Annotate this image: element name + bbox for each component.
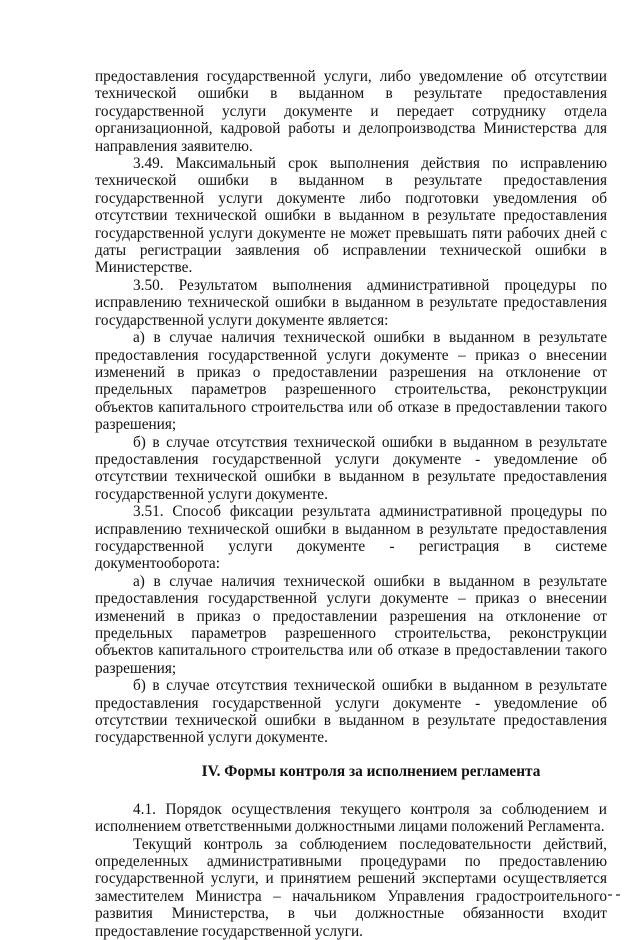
paragraph-3-50: 3.50. Результатом выполнения административной процедуры по исправлению технической ошибки в выданном в результате предоставления государственной услуги документе является: bbox=[95, 276, 607, 329]
document-page bbox=[95, 68, 607, 940]
corner-dash bbox=[616, 894, 620, 896]
paragraph-3-51: 3.51. Способ фиксации результата административной процедуры по исправлению технической ошибки в выданном в результате предоставления государственной услуги документе - регистрация в системе документооборота: bbox=[95, 503, 607, 573]
paragraph-4-1-current: Текущий контроль за соблюдением последовательности действий, определенных административными процедурами по предоставлению государственной услуги, и принятием решений экспертами осуществляется заместителем Министра – начальником Управления градостроительного развития Министерства, в чьи должностные обязанности входит предоставление государственной услуги. bbox=[95, 835, 607, 940]
corner-dash bbox=[608, 894, 612, 896]
paragraphs-before bbox=[95, 68, 607, 747]
paragraph-3-51-a: а) в случае наличия технической ошибки в выданном в результате предоставления государственной услуги документе – приказ о внесении изменений в приказ о предоставлении разрешения на отклонение от предельных параметров разрешенного строительства, реконструкции объектов капитального строительства или об отказе в предоставлении такого разрешения; bbox=[95, 572, 607, 677]
paragraph-3-49: 3.49. Максимальный срок выполнения действия по исправлению технической ошибки в выданном в результате предоставления государственной услуги документе либо подготовки уведомления об отсутствии технической ошибки в выданном в результате предоставления государственной услуги документе не может превышать пяти рабочих дней с даты регистрации заявления об исправлении технической ошибки в Министерстве. bbox=[95, 155, 607, 277]
section-heading: IV. Формы контроля за исполнением регламента bbox=[201, 762, 541, 780]
page-corner-mark bbox=[608, 894, 626, 896]
paragraph-3-50-a: а) в случае наличия технической ошибки в выданном в результате предоставления государственной услуги документе – приказ о внесении изменений в приказ о предоставлении разрешения на отклонение от предельных параметров разрешенного строительства, реконструкции объектов капитального строительства или об отказе в предоставлении такого разрешения; bbox=[95, 329, 607, 434]
paragraphs-after bbox=[95, 801, 607, 940]
paragraph-3-50-b: б) в случае отсутствия технической ошибки в выданном в результате предоставления государственной услуги документе - уведомление об отсутствии технической ошибки в выданном в результате предоставления государственной услуги документе. bbox=[95, 433, 607, 503]
paragraph-continuation: предоставления государственной услуги, либо уведомление об отсутствии технической ошибки в выданном в результате предоставления государственной услуги документе и передает сотруднику отдела организационной, кадровой работы и делопроизводства Министерства для направления заявителю. bbox=[95, 68, 607, 155]
paragraph-4-1: 4.1. Порядок осуществления текущего контроля за соблюдением и исполнением ответственными должностными лицами положений Регламента. bbox=[95, 800, 607, 836]
paragraph-3-51-b: б) в случае отсутствия технической ошибки в выданном в результате предоставления государственной услуги документе - уведомление об отсутствии технической ошибки в выданном в результате предоставления государственной услуги документе. bbox=[95, 677, 607, 747]
